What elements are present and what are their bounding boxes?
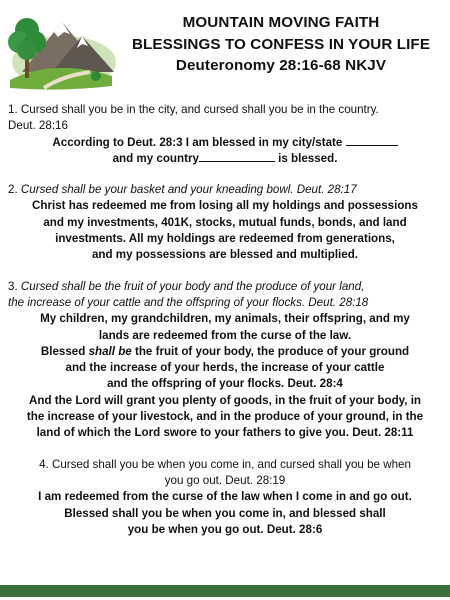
curse-line: Cursed shall be your basket and your kneading bowl. Deut. 28:17 bbox=[20, 183, 357, 197]
curse-text bbox=[8, 182, 442, 198]
curse-span: Cursed shall be the fruit of your body and the produce of your land, bbox=[20, 279, 365, 293]
blessing-line: Christ has redeemed me from losing all my holdings and possessions bbox=[32, 199, 418, 213]
blessing-span: Blessed bbox=[40, 344, 89, 358]
curse-text bbox=[8, 457, 442, 490]
blessing-span-italic: shall be bbox=[88, 344, 132, 358]
curse-text bbox=[8, 102, 442, 135]
blessing-line bbox=[8, 151, 442, 167]
blessing-text bbox=[8, 489, 442, 538]
content bbox=[0, 102, 450, 553]
curse-line: Deut. 28:16 bbox=[8, 119, 68, 133]
blessing-text bbox=[8, 198, 442, 263]
blessing-line: and my possessions are blessed and multiplied. bbox=[91, 248, 359, 262]
blessing-span: and my country bbox=[112, 151, 199, 165]
curse-text bbox=[8, 279, 442, 312]
blessing-text bbox=[8, 135, 442, 168]
blessing-line bbox=[8, 344, 442, 360]
fill-in-blank bbox=[346, 135, 398, 146]
curse-line bbox=[8, 279, 442, 295]
curse-line: 4. Cursed shall you be when you come in, and cursed shall you be when bbox=[39, 457, 411, 471]
blessing-line: and the offspring of your flocks. Deut. 28:4 bbox=[107, 377, 343, 391]
header bbox=[0, 0, 450, 92]
section-4 bbox=[0, 457, 450, 538]
fill-in-blank bbox=[199, 151, 275, 162]
page-subtitle: BLESSINGS TO CONFESS IN YOUR LIFE bbox=[131, 35, 431, 53]
blessing-line: Blessed shall you be when you come in, and blessed shall bbox=[64, 506, 386, 520]
blessing-line: And the Lord will grant you plenty of goods, in the fruit of your body, in bbox=[28, 393, 421, 407]
blessing-line: land of which the Lord swore to your fathers to give you. Deut. 28:11 bbox=[36, 426, 414, 440]
mountain-landscape-logo-icon bbox=[4, 2, 116, 92]
section-number: 3. bbox=[8, 279, 21, 293]
section-1 bbox=[0, 102, 450, 167]
section-2 bbox=[0, 182, 450, 263]
blessing-line: the increase of your livestock, and in the produce of your ground, in the bbox=[26, 410, 424, 424]
scripture-reference: Deuteronomy 28:16-68 NKJV bbox=[175, 57, 387, 74]
footer-bar bbox=[0, 585, 450, 597]
blessing-line: and my investments, 401K, stocks, mutual funds, bonds, and land bbox=[43, 215, 407, 229]
blessing-span: the fruit of your body, the produce of your ground bbox=[131, 344, 410, 358]
curse-line: 1. Cursed shall you be in the city, and cursed shall you be in the country. bbox=[8, 103, 379, 116]
blessing-line: you be when you go out. Deut. 28:6 bbox=[127, 522, 323, 536]
blessing-line bbox=[8, 135, 442, 151]
page-title: MOUNTAIN MOVING FAITH bbox=[182, 14, 380, 31]
section-3 bbox=[0, 279, 450, 442]
blessing-span: is blessed. bbox=[274, 151, 338, 165]
curse-line: you go out. Deut. 28:19 bbox=[164, 473, 286, 487]
blessing-line: lands are redeemed from the curse of the law. bbox=[98, 328, 352, 342]
blessing-line: investments. All my holdings are redeemed from generations, bbox=[55, 232, 395, 246]
blessing-text bbox=[8, 311, 442, 441]
curse-line: the increase of your cattle and the offspring of your flocks. Deut. 28:18 bbox=[8, 295, 369, 309]
blessing-line: and the increase of your herds, the increase of your cattle bbox=[65, 361, 385, 375]
title-block bbox=[120, 12, 442, 77]
blessing-line: I am redeemed from the curse of the law when I come in and go out. bbox=[38, 490, 412, 504]
blessing-span: According to Deut. 28:3 I am blessed in my city/state bbox=[52, 135, 343, 149]
section-number: 2. bbox=[8, 183, 21, 197]
blessing-line: My children, my grandchildren, my animals, their offspring, and my bbox=[40, 312, 410, 326]
